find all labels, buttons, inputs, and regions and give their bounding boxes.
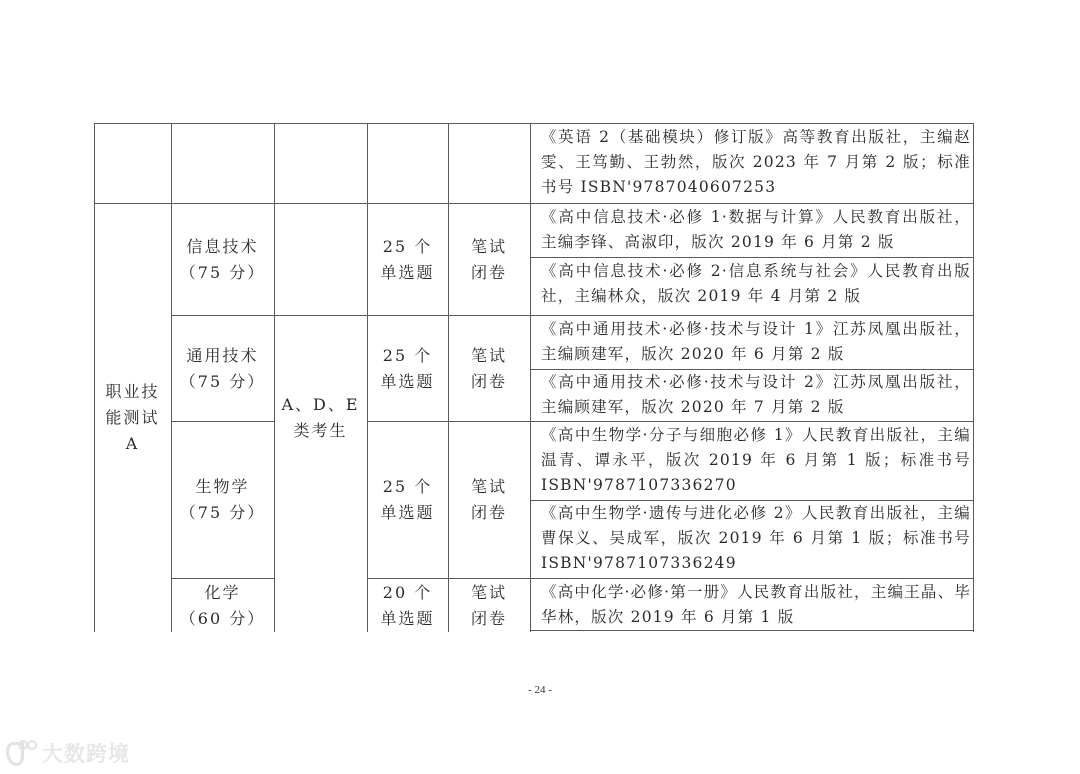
- watermark: [6, 738, 130, 768]
- subject-score: （60 分）: [179, 608, 266, 628]
- category-cell: [94, 204, 171, 632]
- book-entry: 《高中通用技术·必修·技术与设计 2》江苏凤凰出版社，主编顾建军，版次 2020 年 7 月第 2 版: [541, 373, 971, 416]
- question-count: 20 个: [382, 582, 433, 602]
- watermark-text: 大数跨境: [42, 742, 130, 766]
- exam-mode: 笔试: [470, 345, 507, 365]
- candidates-line-1: A、D、E: [281, 395, 360, 414]
- table-bottom-border-books: [530, 630, 974, 631]
- subject-score: （75 分）: [179, 503, 266, 522]
- book-entry: 《英语 2（基础模块）修订版》高等教育出版社，主编赵雯、王笃勤、王勃然，版次 2023 年 7 月第 2 版；标准书号 ISBN'9787040607253: [541, 128, 971, 196]
- question-count: 25 个: [382, 477, 433, 496]
- category-line-2: 能测试: [105, 408, 160, 427]
- questions-cell-infotech: [367, 204, 448, 315]
- subject-name: 化学: [204, 582, 241, 602]
- question-count: 25 个: [382, 345, 433, 365]
- candidates-cell: [274, 204, 367, 632]
- book-entry: 《高中通用技术·必修·技术与设计 1》江苏凤凰出版社，主编顾建军，版次 2020 年 6 月第 2 版: [541, 320, 971, 363]
- exam-syllabus-table: [94, 123, 974, 632]
- subject-score: （75 分）: [179, 371, 266, 391]
- exam-type: 闭卷: [470, 262, 507, 282]
- question-type: 单选题: [380, 503, 435, 522]
- book-entry: 《高中生物学·遗传与进化必修 2》人民教育出版社，主编曹保义、吴成军，版次 2019 年 6 月第 1 版；标准书号 ISBN'9787107336249: [541, 504, 971, 572]
- question-count: 25 个: [382, 236, 433, 256]
- subject-cell-infotech: [171, 204, 274, 315]
- questions-cell-biology: [367, 422, 448, 578]
- subject-score: （75 分）: [179, 262, 266, 282]
- questions-cell-gentech: [367, 316, 448, 421]
- subject-cell-biology: [171, 422, 274, 578]
- exam-type: 闭卷: [470, 608, 507, 628]
- subject-name: 通用技术: [186, 345, 259, 365]
- book-entry: 《高中生物学·分子与细胞必修 1》人民教育出版社，主编温青、谭永平，版次 2019 年 6 月第 1 版；标准书号 ISBN'9787107336270: [541, 426, 971, 494]
- book-entry: 《高中信息技术·必修 1·数据与计算》人民教育出版社，主编李锋、高淑印，版次 2019 年 6 月第 2 版: [541, 208, 971, 251]
- exam-format-cell-chemistry: [448, 579, 530, 632]
- exam-format-cell-infotech: [448, 204, 530, 315]
- subject-cell-gentech: [171, 316, 274, 421]
- exam-mode: 笔试: [470, 477, 507, 496]
- exam-format-cell-biology: [448, 422, 530, 578]
- k-circles-logo-icon: [6, 740, 36, 766]
- subject-cell-chemistry: [171, 579, 274, 632]
- exam-type: 闭卷: [470, 503, 507, 522]
- col-border-6: [973, 123, 974, 632]
- question-type: 单选题: [380, 608, 435, 628]
- questions-cell-chemistry: [367, 579, 448, 632]
- exam-type: 闭卷: [470, 371, 507, 391]
- category-line-3: A: [125, 434, 140, 453]
- book-entry: 《高中化学·必修·第一册》人民教育出版社，主编王晶、毕华林，版次 2019 年 6 月第 1 版: [541, 583, 971, 626]
- exam-format-cell-gentech: [448, 316, 530, 421]
- page-number: - 24 -: [528, 684, 552, 696]
- exam-mode: 笔试: [470, 236, 507, 256]
- exam-mode: 笔试: [470, 582, 507, 602]
- category-line-1: 职业技: [105, 382, 160, 401]
- question-type: 单选题: [380, 371, 435, 391]
- question-type: 单选题: [380, 262, 435, 282]
- col-border-5: [530, 123, 531, 632]
- subject-name: 生物学: [195, 477, 250, 496]
- book-entry: 《高中信息技术·必修 2·信息系统与社会》人民教育出版社，主编林众，版次 2019 年 4 月第 2 版: [541, 262, 971, 305]
- candidates-line-2: 类考生: [293, 421, 348, 440]
- subject-name: 信息技术: [186, 236, 259, 256]
